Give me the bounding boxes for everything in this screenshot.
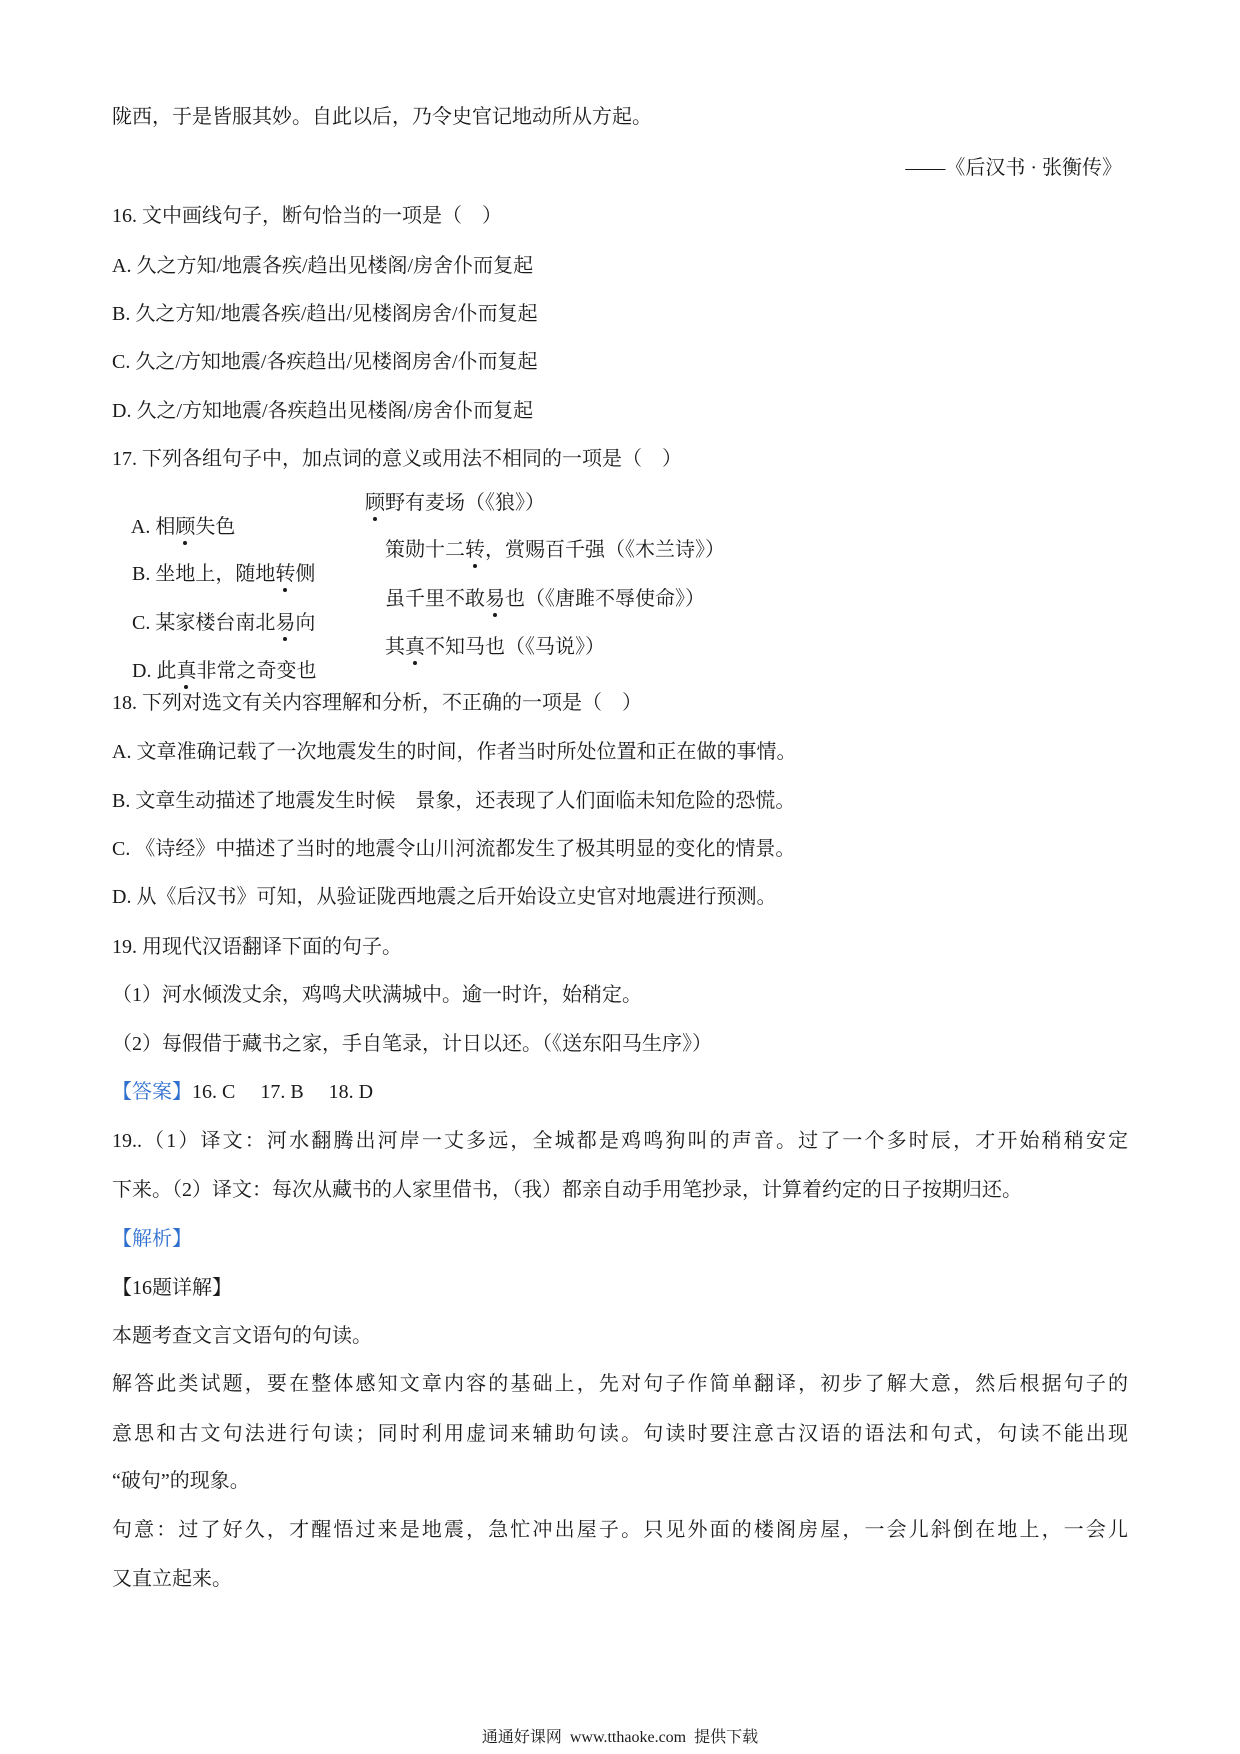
q16-option-b: B. 久之方知/地震各疾/趋出/见楼阁房舍/仆而复起 [112, 303, 538, 325]
analysis-method-line-3: “破句”的现象。 [112, 1470, 250, 1492]
q19-item-1: （1）河水倾泼丈余，鸡鸣犬吠满城中。逾一时许，始稍定。 [112, 984, 642, 1006]
analysis-sub-heading: 【16题详解】 [112, 1277, 232, 1299]
q18-option-d: D. 从《后汉书》可知，从验证陇西地震之后开始设立史官对地震进行预测。 [112, 886, 777, 908]
analysis-tag: 【解析】 [112, 1228, 192, 1250]
q16-option-c: C. 久之/方知地震/各疾趋出/见楼阁房舍/仆而复起 [112, 351, 538, 373]
q17-b-right: 策勋十二转，赏赐百千强（《木兰诗》） [385, 539, 725, 561]
q18-stem: 18. 下列对选文有关内容理解和分析，不正确的一项是（ ） [112, 692, 642, 714]
q17-stem: 17. 下列各组句子中，加点词的意义或用法不相同的一项是（ ） [112, 448, 682, 470]
q17-a-left: A. 相顾失色 [130, 516, 236, 538]
q17-b-left: B. 坐地上，随地转侧 [132, 563, 316, 585]
emphasis-dot-char: 真 [405, 636, 425, 658]
analysis-method-line-2: 意思和古文句法进行句读；同时利用虚词来辅助句读。句读时要注意古汉语的语法和句式，句读不能出现 [112, 1423, 1128, 1445]
q18-option-c: C. 《诗经》中描述了当时的地震令山川河流都发生了极其明显的变化的情景。 [112, 838, 796, 860]
emphasis-dot-char: 顾 [365, 492, 385, 514]
q19-stem: 19. 用现代汉语翻译下面的句子。 [112, 936, 402, 958]
q16-option-a: A. 久之方知/地震各疾/趋出见楼阁/房舍仆而复起 [112, 255, 534, 277]
emphasis-dot-char: 转 [275, 563, 296, 585]
analysis-method-line-1: 解答此类试题，要在整体感知文章内容的基础上，先对句子作简单翻译，初步了解大意，然后根据句子的 [112, 1373, 1128, 1395]
analysis-meaning-line-1: 句意：过了好久，才醒悟过来是地震，急忙冲出屋子。只见外面的楼阁房屋，一会儿斜倒在地上，一会儿 [112, 1519, 1128, 1541]
emphasis-dot-char: 易 [485, 588, 505, 610]
q17-c-left: C. 某家楼台南北易向 [132, 612, 316, 634]
q17-d-left: D. 此真非常之奇变也 [132, 660, 317, 682]
q19-item-2: （2）每假借于藏书之家，手自笔录，计日以还。（《送东阳马生序》） [112, 1033, 712, 1055]
emphasis-dot-char: 转 [465, 539, 485, 561]
answer-line [112, 1080, 373, 1104]
q18-option-a: A. 文章准确记载了一次地震发生的时间，作者当时所处位置和正在做的事情。 [112, 741, 797, 763]
answer-text: 16. C 17. B 18. D [192, 1081, 374, 1103]
q18-option-b: B. 文章生动描述了地震发生时候 景象，还表现了人们面临未知危险的恐慌。 [112, 790, 796, 812]
page-footer: 通通好课网 www.tthaoke.com 提供下载 [481, 1729, 759, 1746]
q17-a-right: 顾野有麦场（《狼》） [365, 492, 545, 514]
source-citation: ——《后汉书 · 张衡传》 [905, 157, 1122, 179]
emphasis-dot-char: 真 [176, 660, 197, 682]
q16-stem: 16. 文中画线句子，断句恰当的一项是（ ） [112, 205, 502, 227]
answer-q19-line-2: 下来。（2）译文：每次从藏书的人家里借书，（我）都亲自动手用笔抄录，计算着约定的日子按期归还。 [112, 1179, 1022, 1201]
q17-c-right: 虽千里不敢易也（《唐雎不辱使命》） [385, 588, 705, 610]
q17-d-right: 其真不知马也（《马说》） [385, 636, 605, 658]
answer-q19-line-1: 19..（1）译文：河水翻腾出河岸一丈多远，全城都是鸡鸣狗叫的声音。过了一个多时辰，才开始稍稍安定 [112, 1130, 1128, 1152]
analysis-intro: 本题考查文言文语句的句读。 [112, 1325, 372, 1347]
passage-tail: 陇西，于是皆服其妙。自此以后，乃令史官记地动所从方起。 [112, 106, 652, 128]
emphasis-dot-char: 顾 [175, 516, 196, 538]
q16-option-d: D. 久之/方知地震/各疾趋出见楼阁/房舍仆而复起 [112, 400, 534, 422]
analysis-meaning-line-2: 又直立起来。 [112, 1568, 232, 1590]
emphasis-dot-char: 易 [275, 612, 296, 634]
answer-tag: 【答案】 [112, 1081, 192, 1103]
